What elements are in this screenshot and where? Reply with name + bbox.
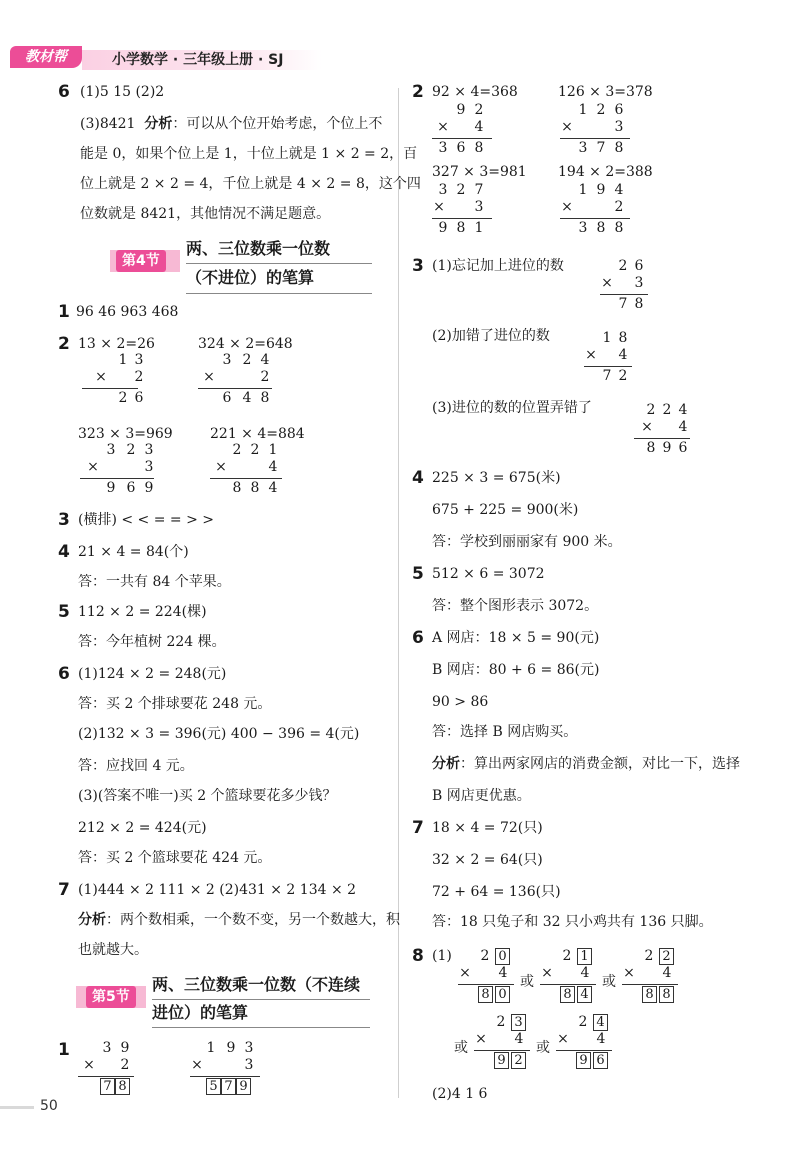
answer-text: 答：学校到丽丽家有 900 米。 <box>432 534 622 550</box>
question-number: 3 <box>58 510 70 530</box>
equation: 675 + 225 = 900(米) <box>432 502 579 518</box>
equation: 323 × 3=969 <box>78 426 173 442</box>
answer-text: 答：买 2 个排球要花 248 元。 <box>78 696 272 712</box>
equation: 512 × 6 = 3072 <box>432 566 545 582</box>
answer-text: 也就越大。 <box>78 942 148 958</box>
equation: A 网店：18 × 5 = 90(元) <box>432 630 600 646</box>
answer-text: (3)进位的数的位置弄错了 <box>432 400 592 416</box>
section-underline <box>186 263 372 264</box>
answer-text: (1)124 × 2 = 248(元) <box>78 666 227 682</box>
answer-text: B 网店更优惠。 <box>432 788 531 804</box>
page-number: 50 <box>40 1098 58 1114</box>
question-number: 1 <box>58 302 70 322</box>
answer-text: (2)加错了进位的数 <box>432 328 550 344</box>
answer-text: (1)444 × 2 111 × 2 (2)431 × 2 134 × 2 <box>78 882 357 898</box>
equation: 32 × 2 = 64(只) <box>432 852 543 868</box>
equation: 225 × 3 = 675(米) <box>432 470 561 486</box>
answer-text: (1)忘记加上进位的数 <box>432 258 564 274</box>
column-divider <box>398 88 399 1098</box>
analysis-label: 分析 <box>78 912 106 928</box>
equation: 18 × 4 = 72(只) <box>432 820 543 836</box>
analysis-label: 分析 <box>144 116 173 132</box>
answer-text: 答：今年植树 224 棵。 <box>78 634 226 650</box>
answer-text: 答：应找回 4 元。 <box>78 758 194 774</box>
answer-text: 答：选择 B 网店购买。 <box>432 724 578 740</box>
equation: 112 × 2 = 224(棵) <box>78 604 207 620</box>
answer-text: 答：买 2 个篮球要花 424 元。 <box>78 850 272 866</box>
answer-text: (2)4 1 6 <box>432 1086 488 1102</box>
answer-text: (3)8421 分析：可以从个位开始考虑，个位上不 <box>80 116 383 132</box>
header-title: 小学数学 · 三年级上册 · SJ <box>112 52 284 68</box>
equation: B 网店：80 + 6 = 86(元) <box>432 662 600 678</box>
header-tag: 教材帮 <box>10 46 82 68</box>
question-number: 2 <box>412 82 424 102</box>
or-word: 或 <box>536 1040 550 1056</box>
equation: 72 + 64 = 136(只) <box>432 884 561 900</box>
question-number: 8 <box>412 946 424 966</box>
answer-text: (2)132 × 3 = 396(元) 400 − 396 = 4(元) <box>78 726 360 742</box>
or-word: 或 <box>602 974 616 990</box>
equation: 126 × 3=378 <box>558 84 653 100</box>
equation: 92 × 4=368 <box>432 84 518 100</box>
equation: 13 × 2=26 <box>78 336 155 352</box>
answer-text: (3)(答案不唯一)买 2 个篮球要花多少钱？ <box>78 788 337 804</box>
question-number: 4 <box>58 542 70 562</box>
page-number-bar <box>0 1106 34 1109</box>
section-underline <box>152 1027 370 1028</box>
answer-text: 答：一共有 84 个苹果。 <box>78 574 231 590</box>
answer-text: (横排) < < = = > > <box>78 512 215 528</box>
equation: 194 × 2=388 <box>558 164 653 180</box>
answer-text: 答：整个图形表示 3072。 <box>432 598 599 614</box>
equation: 90 > 86 <box>432 694 489 710</box>
answer-text: (1)5 15 (2)2 <box>80 84 165 100</box>
answer-text: 答：18 只兔子和 32 只小鸡共有 136 只脚。 <box>432 914 713 930</box>
question-number: 7 <box>58 880 70 900</box>
section-title: 两、三位数乘一位数 <box>186 239 331 258</box>
question-number: 3 <box>412 256 424 276</box>
question-number: 1 <box>58 1040 70 1060</box>
question-number: 4 <box>412 468 424 488</box>
question-number: 7 <box>412 818 424 838</box>
section-title: 两、三位数乘一位数（不连续 <box>152 975 361 994</box>
or-word: 或 <box>520 974 534 990</box>
section-badge: 第5节 <box>86 986 136 1008</box>
answer-text: 212 × 2 = 424(元) <box>78 820 207 836</box>
question-number: 6 <box>412 628 424 648</box>
answer-text: 位数就是 8421，其他情况不满足题意。 <box>80 206 331 222</box>
question-number: 5 <box>412 564 424 584</box>
answer-text: 分析：两个数相乘，一个数不变，另一个数越大，积 <box>78 912 400 928</box>
answer-text: 96 46 963 468 <box>76 304 179 320</box>
question-number: 5 <box>58 602 70 622</box>
part-label: (1) <box>432 948 452 964</box>
equation: 21 × 4 = 84(个) <box>78 544 189 560</box>
equation: 221 × 4=884 <box>210 426 305 442</box>
question-number: 2 <box>58 334 70 354</box>
section-badge: 第4节 <box>116 250 166 272</box>
analysis-label: 分析 <box>432 756 460 772</box>
section-title: 进位）的笔算 <box>152 1003 249 1022</box>
question-number: 6 <box>58 82 70 102</box>
equation: 327 × 3=981 <box>432 164 527 180</box>
question-number: 6 <box>58 664 70 684</box>
answer-text: 分析：算出两家网店的消费金额，对比一下，选择 <box>432 756 740 772</box>
section-underline <box>186 293 372 294</box>
answer-text: 位上就是 2 × 2 = 4，千位上就是 4 × 2 = 8，这个四 <box>80 176 421 192</box>
equation: 324 × 2=648 <box>198 336 293 352</box>
answer-text: 能是 0，如果个位上是 1，十位上就是 1 × 2 = 2，百 <box>80 146 418 162</box>
or-word: 或 <box>454 1040 468 1056</box>
section-title: （不进位）的笔算 <box>186 268 315 287</box>
